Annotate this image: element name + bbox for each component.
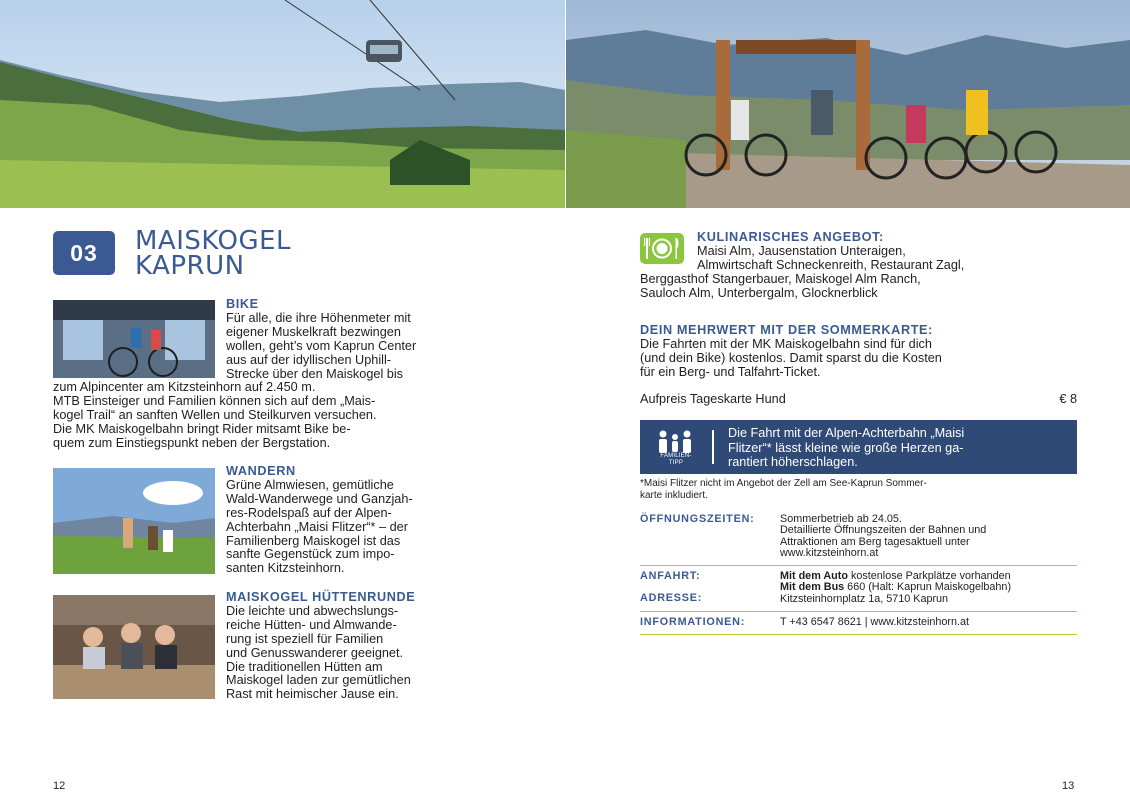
- kulinarik-heading: KULINARISCHES ANGEBOT:: [697, 230, 884, 244]
- tipp-divider: [712, 430, 714, 464]
- anfahrt-value: [780, 571, 1011, 605]
- oeffnungszeiten-line: Sommerbetrieb ab 24.05.: [780, 513, 902, 525]
- bike-text-line: Für alle, die ihre Höhenmeter mit: [226, 310, 411, 325]
- section-number-badge: 03: [53, 231, 115, 275]
- familien-tipp-text: [728, 426, 1073, 470]
- huettenrunde-text-line: Die leichte und abwechslungs-: [226, 603, 399, 618]
- wandern-text-line: santen Kitzsteinhorn.: [226, 561, 345, 576]
- wandern-text-line: Familienberg Maiskogel ist das: [226, 533, 401, 548]
- info-divider: [640, 565, 1077, 566]
- bike-heading: BIKE: [226, 297, 259, 311]
- adresse-value: Kitzsteinhornplatz 1a, 5710 Kaprun: [780, 592, 949, 605]
- section-title-line: MAISKOGEL: [135, 226, 292, 256]
- bike-text-line: eigener Muskelkraft bezwingen: [226, 324, 401, 339]
- anfahrt-label: ANFAHRT:: [640, 570, 701, 582]
- info-divider: [640, 634, 1077, 635]
- anfahrt-bus-text: 660 (Halt: Kaprun Maiskogelbahn): [844, 581, 1012, 594]
- huettenrunde-heading: MAISKOGEL HÜTTENRUNDE: [226, 590, 416, 604]
- bike-text-line: Strecke über den Maiskogel bis: [226, 366, 404, 381]
- price-value: € 8: [1059, 392, 1077, 406]
- anfahrt-auto-bold: Mit dem Auto: [780, 570, 848, 582]
- informationen-label: INFORMATIONEN:: [640, 616, 746, 628]
- price-label: Aufpreis Tageskarte Hund: [640, 392, 786, 406]
- huettenrunde-text-line: rung ist speziell für Familien: [226, 631, 384, 646]
- informationen-value: T +43 6547 8621 | www.kitzsteinhorn.at: [780, 616, 969, 628]
- oeffnungszeiten-line: Detaillierte Öffnungszeiten der Bahnen und: [780, 524, 987, 537]
- huettenrunde-text-line: und Genusswanderer geeignet.: [226, 645, 404, 660]
- page-number-left: 12: [53, 780, 66, 792]
- wandern-block: [53, 465, 493, 576]
- mehrwert-text-line: Die Fahrten mit der MK Maiskogelbahn sind für dich: [640, 336, 932, 351]
- kulinarik-text-line: Sauloch Alm, Unterbergalm, Glocknerblick: [640, 285, 878, 300]
- bike-text-line: aus auf der idyllischen Uphill-: [226, 352, 392, 367]
- huettenrunde-text-line: reiche Hütten- und Almwande-: [226, 617, 397, 632]
- mehrwert-text-line: für ein Berg- und Talfahrt-Ticket.: [640, 364, 821, 379]
- huettenrunde-text-line: Die traditionellen Hütten am: [226, 659, 383, 674]
- adresse-label: ADRESSE:: [640, 592, 703, 604]
- bike-text-line: zum Alpincenter am Kitzsteinhorn auf 2.450 m.: [53, 380, 316, 395]
- hero-photo-bikers-trail: [566, 0, 1130, 208]
- kulinarik-text-line: Almwirtschaft Schneckenreith, Restaurant Zagl,: [697, 257, 965, 272]
- footnote-line: *Maisi Flitzer nicht im Angebot der Zell am See-Kaprun Sommer-: [640, 478, 927, 489]
- mehrwert-heading: DEIN MEHRWERT MIT DER SOMMERKARTE:: [640, 323, 933, 337]
- info-divider: [640, 611, 1077, 612]
- bike-text-line: wollen, geht’s vom Kaprun Center: [226, 338, 417, 353]
- page-number-right: 13: [1062, 780, 1075, 792]
- tipp-text-line: Die Fahrt mit der Alpen-Achterbahn „Maisi: [728, 426, 965, 440]
- bike-text-line: MTB Einsteiger und Familien können sich auf dem „Mais-: [53, 394, 376, 409]
- bike-text-line: kogel Trail“ an sanften Wellen und Steilkurven versuchen.: [53, 408, 377, 423]
- tipp-text-line: rantiert höherschlagen.: [728, 455, 858, 469]
- section-title: [135, 226, 395, 281]
- huettenrunde-text-line: Maiskogel laden zur gemütlichen: [226, 673, 411, 688]
- wandern-text-line: res-Rodelspaß auf der Alpen-: [226, 505, 392, 520]
- mehrwert-block: [640, 324, 1080, 380]
- kulinarik-text-line: Berggasthof Stangerbauer, Maiskogel Alm Ranch,: [640, 271, 921, 286]
- bike-text-line: Die MK Maiskogelbahn bringt Rider mitsamt Bike be-: [53, 422, 351, 437]
- wandern-text-line: sanfte Gegenstück zum impo-: [226, 547, 395, 562]
- oeffnungszeiten-line: Attraktionen am Berg tagesaktuell unter: [780, 535, 970, 548]
- hero-photo-cable-car: [0, 0, 565, 208]
- mehrwert-text-line: (und dein Bike) kostenlos. Damit sparst du die Kosten: [640, 350, 942, 365]
- familien-tipp-label-bottom: TIPP: [668, 459, 684, 466]
- kulinarik-block: [640, 231, 1080, 301]
- wandern-text-line: Grüne Almwiesen, gemütliche: [226, 477, 394, 492]
- wandern-heading: WANDERN: [226, 464, 296, 478]
- wandern-text-line: Achterbahn „Maisi Flitzer“* – der: [226, 519, 408, 534]
- anfahrt-auto-text: kostenlose Parkplätze vorhanden: [847, 570, 1011, 582]
- kulinarik-text-line: Maisi Alm, Jausenstation Unteraigen,: [697, 243, 906, 258]
- oeffnungszeiten-value: [780, 514, 986, 560]
- footnote: [640, 478, 1080, 501]
- huettenrunde-text-line: Rast mit heimischer Jause ein.: [226, 687, 399, 702]
- oeffnungszeiten-label: ÖFFNUNGSZEITEN:: [640, 513, 755, 525]
- familien-tipp-label-top: FAMILIEN-: [660, 453, 692, 459]
- price-row: [640, 392, 1077, 406]
- tipp-text-line: Flitzer“* lässt kleine wie große Herzen ga-: [728, 440, 964, 455]
- wandern-text-line: Wald-Wanderwege und Ganzjah-: [226, 491, 413, 506]
- bike-text-line: quem zum Einstiegspunkt neben der Bergstation.: [53, 436, 331, 451]
- huettenrunde-block: [53, 591, 493, 702]
- familien-tipp-label: [648, 453, 704, 466]
- section-title-line: KAPRUN: [135, 251, 245, 281]
- footnote-line: karte inkludiert.: [640, 489, 708, 501]
- bike-block: [53, 298, 493, 451]
- anfahrt-bus-bold: Mit dem Bus: [780, 581, 845, 594]
- familien-tipp-box: [640, 420, 1077, 474]
- oeffnungszeiten-line: www.kitzsteinhorn.at: [780, 547, 879, 560]
